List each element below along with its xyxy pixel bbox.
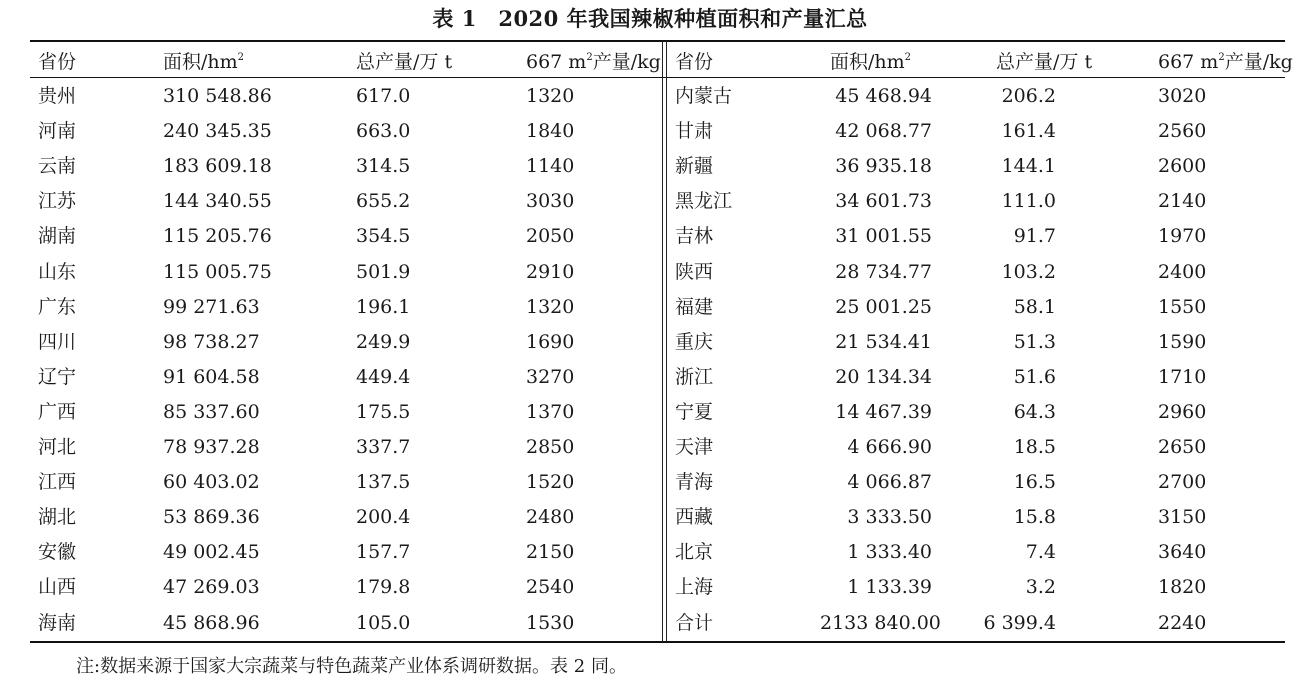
production-cell: 64.3: [1013, 400, 1056, 423]
production-cell: 354.5: [356, 225, 411, 248]
area-cell: 45 468.94: [835, 85, 932, 107]
province-cell: 陕西: [675, 260, 714, 283]
yield-cell: 1970: [1158, 225, 1207, 248]
top-rule: [30, 40, 1285, 42]
area-cell: 144 340.55: [163, 190, 272, 213]
province-cell: 河南: [38, 120, 77, 143]
area-cell: 45 868.96: [163, 611, 260, 634]
area-cell: 21 534.41: [835, 330, 932, 353]
yield-cell: 3640: [1158, 541, 1207, 564]
province-cell: 新疆: [675, 155, 714, 178]
province-cell: 内蒙古: [675, 85, 733, 107]
area-cell: 310 548.86: [163, 85, 272, 107]
table-row: [0, 184, 1300, 219]
header-yield-right: 667 $m^2$产量/kg: [1158, 51, 1293, 73]
production-cell: 111.0: [1001, 190, 1056, 213]
table-note: 注:数据来源于国家大宗蔬菜与特色蔬菜产业体系调研数据。表 2 同。: [76, 656, 627, 677]
province-cell: 云南: [38, 155, 77, 178]
yield-cell: 1530: [526, 611, 575, 634]
province-cell: 海南: [38, 611, 77, 634]
production-cell: 200.4: [356, 506, 411, 529]
area-cell: 60 403.02: [163, 471, 260, 494]
area-cell: 25 001.25: [835, 295, 932, 318]
table-row: [0, 535, 1300, 570]
header-yield-left: 667 $m^2$产量/kg: [526, 51, 661, 73]
yield-cell: 3150: [1158, 506, 1207, 529]
production-cell: 196.1: [356, 295, 411, 318]
yield-cell: 2480: [526, 506, 575, 529]
province-cell: 宁夏: [675, 400, 714, 423]
yield-cell: 1690: [526, 330, 575, 353]
province-cell: 合计: [675, 611, 714, 634]
yield-cell: 2960: [1158, 400, 1207, 423]
production-cell: 6 399.4: [983, 611, 1056, 634]
area-cell: 42 068.77: [835, 120, 932, 143]
yield-cell: 1820: [1158, 576, 1207, 599]
province-cell: 广西: [38, 400, 77, 423]
province-cell: 青海: [675, 471, 714, 494]
production-cell: 16.5: [1013, 471, 1056, 494]
header-province-right: 省份: [675, 51, 714, 73]
province-cell: 河北: [38, 436, 77, 458]
area-cell: 183 609.18: [163, 155, 272, 178]
yield-cell: 3020: [1158, 85, 1207, 107]
area-cell: 85 337.60: [163, 400, 260, 423]
province-cell: 江西: [38, 471, 77, 494]
header-production-left: 总产量/万 t: [356, 51, 453, 73]
area-cell: 31 001.55: [835, 225, 932, 248]
production-cell: 175.5: [356, 400, 411, 423]
province-cell: 天津: [675, 436, 714, 458]
area-cell: 47 269.03: [163, 576, 260, 599]
province-cell: 辽宁: [38, 365, 77, 388]
table-row: [0, 290, 1300, 325]
yield-cell: 2150: [526, 541, 575, 564]
province-cell: 上海: [675, 576, 714, 599]
table-row: [0, 79, 1300, 114]
yield-cell: 2240: [1158, 611, 1207, 634]
province-cell: 浙江: [675, 365, 714, 388]
area-cell: 115 005.75: [163, 260, 272, 283]
yield-cell: 2910: [526, 260, 575, 283]
area-cell: 2133 840.00: [820, 611, 941, 634]
province-cell: 西藏: [675, 506, 714, 529]
yield-cell: 2140: [1158, 190, 1207, 213]
production-cell: 179.8: [356, 576, 411, 599]
area-cell: 3 333.50: [847, 506, 932, 529]
province-cell: 湖北: [38, 506, 77, 529]
area-cell: 91 604.58: [163, 365, 260, 388]
table-row: [0, 430, 1300, 465]
province-cell: 广东: [38, 295, 77, 318]
header-rule: [30, 77, 1285, 78]
yield-cell: 1710: [1158, 365, 1207, 388]
production-cell: 15.8: [1013, 506, 1056, 529]
yield-cell: 2700: [1158, 471, 1207, 494]
yield-cell: 2600: [1158, 155, 1207, 178]
production-cell: 7.4: [1025, 541, 1056, 564]
province-cell: 四川: [38, 330, 77, 353]
yield-cell: 2050: [526, 225, 575, 248]
production-cell: 51.3: [1013, 330, 1056, 353]
area-cell: 99 271.63: [163, 295, 260, 318]
province-cell: 甘肃: [675, 120, 714, 143]
province-cell: 山东: [38, 260, 77, 283]
header-production-right: 总产量/万 t: [996, 51, 1093, 73]
table-row: [0, 500, 1300, 535]
yield-cell: 1590: [1158, 330, 1207, 353]
area-cell: 28 734.77: [835, 260, 932, 283]
production-cell: 314.5: [356, 155, 411, 178]
province-cell: 山西: [38, 576, 77, 599]
table-row: [0, 255, 1300, 290]
area-cell: 14 467.39: [835, 400, 932, 423]
province-cell: 黑龙江: [675, 190, 733, 213]
table-row: [0, 114, 1300, 149]
table-title: 表 1 2020 年我国辣椒种植面积和产量汇总: [432, 6, 868, 31]
yield-cell: 2650: [1158, 436, 1207, 458]
table-row: [0, 149, 1300, 184]
province-cell: 湖南: [38, 225, 77, 248]
production-cell: 501.9: [356, 260, 411, 283]
table-row: [0, 219, 1300, 254]
production-cell: 18.5: [1013, 436, 1056, 458]
table-row: [0, 325, 1300, 360]
area-cell: 49 002.45: [163, 541, 260, 564]
area-cell: 1 333.40: [847, 541, 932, 564]
production-cell: 161.4: [1001, 120, 1056, 143]
production-cell: 51.6: [1013, 365, 1056, 388]
province-cell: 安徽: [38, 541, 77, 564]
production-cell: 103.2: [1001, 260, 1056, 283]
yield-cell: 3270: [526, 365, 575, 388]
area-cell: 4 066.87: [847, 471, 932, 494]
production-cell: 157.7: [356, 541, 411, 564]
yield-cell: 1140: [526, 155, 575, 178]
production-cell: 105.0: [356, 611, 411, 634]
production-cell: 206.2: [1001, 85, 1056, 107]
yield-cell: 1520: [526, 471, 575, 494]
production-cell: 337.7: [356, 436, 411, 458]
area-cell: 1 133.39: [847, 576, 932, 599]
table-row: [0, 360, 1300, 395]
production-cell: 91.7: [1013, 225, 1056, 248]
production-cell: 617.0: [356, 85, 411, 107]
table-row: [0, 570, 1300, 605]
yield-cell: 1370: [526, 400, 575, 423]
yield-cell: 2560: [1158, 120, 1207, 143]
table-row: [0, 465, 1300, 500]
production-cell: 449.4: [356, 365, 411, 388]
area-cell: 20 134.34: [835, 365, 932, 388]
yield-cell: 1320: [526, 85, 575, 107]
production-cell: 249.9: [356, 330, 411, 353]
area-cell: 240 345.35: [163, 120, 272, 143]
production-cell: 58.1: [1013, 295, 1056, 318]
yield-cell: 2540: [526, 576, 575, 599]
table-row: [0, 395, 1300, 430]
area-cell: 115 205.76: [163, 225, 272, 248]
area-cell: 34 601.73: [835, 190, 932, 213]
yield-cell: 2400: [1158, 260, 1207, 283]
province-cell: 福建: [675, 295, 714, 318]
table-row: [0, 606, 1300, 641]
province-cell: 江苏: [38, 190, 77, 213]
header-province-left: 省份: [38, 51, 77, 73]
production-cell: 144.1: [1001, 155, 1056, 178]
province-cell: 贵州: [38, 85, 77, 107]
area-cell: 78 937.28: [163, 436, 260, 458]
bottom-rule: [30, 641, 1285, 643]
area-cell: 4 666.90: [847, 436, 932, 458]
area-cell: 36 935.18: [835, 155, 932, 178]
yield-cell: 1550: [1158, 295, 1207, 318]
yield-cell: 1320: [526, 295, 575, 318]
province-cell: 北京: [675, 541, 714, 564]
header-area-right: 面积$/hm^2$: [830, 51, 912, 73]
province-cell: 重庆: [675, 330, 714, 353]
production-cell: 655.2: [356, 190, 411, 213]
production-cell: 137.5: [356, 471, 411, 494]
yield-cell: 3030: [526, 190, 575, 213]
production-cell: 663.0: [356, 120, 411, 143]
yield-cell: 2850: [526, 436, 575, 458]
production-cell: 3.2: [1025, 576, 1056, 599]
area-cell: 98 738.27: [163, 330, 260, 353]
yield-cell: 1840: [526, 120, 575, 143]
province-cell: 吉林: [675, 225, 714, 248]
header-area-left: 面积$/hm^2$: [163, 51, 245, 73]
area-cell: 53 869.36: [163, 506, 260, 529]
